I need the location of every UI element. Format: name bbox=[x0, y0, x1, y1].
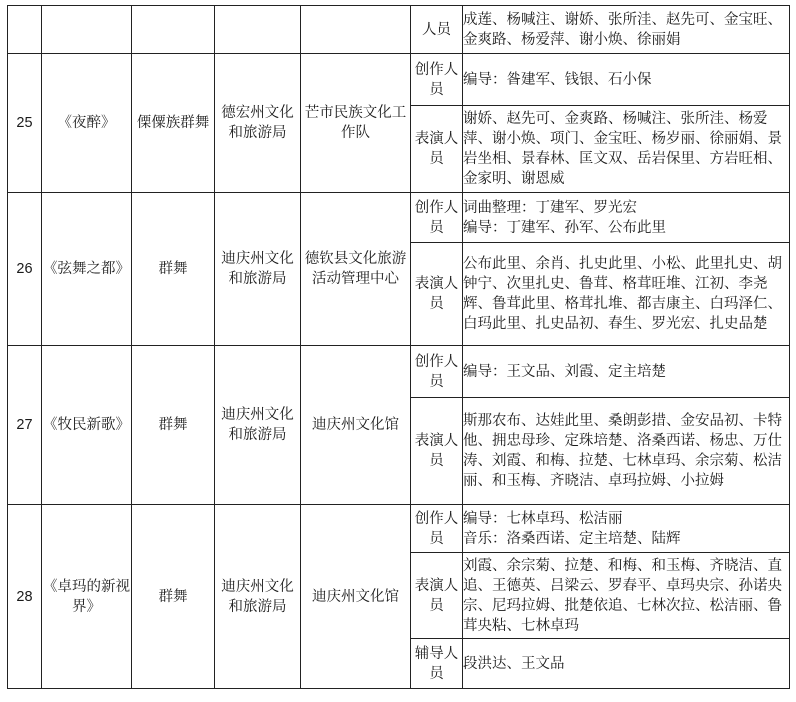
role-label: 创作人员 bbox=[411, 346, 463, 398]
table-row bbox=[8, 6, 790, 54]
names-cell bbox=[463, 193, 790, 243]
role-label: 表演人员 bbox=[411, 398, 463, 505]
role-label: 创作人员 bbox=[411, 505, 463, 553]
role-label: 表演人员 bbox=[411, 106, 463, 193]
entry-number: 25 bbox=[8, 54, 42, 193]
names-line: 段洪达、王文品 bbox=[463, 655, 565, 672]
names-cell bbox=[463, 398, 790, 505]
work-title bbox=[42, 6, 132, 54]
work-title: 《牧民新歌》 bbox=[42, 346, 132, 505]
work-category: 群舞 bbox=[132, 346, 215, 505]
performing-organization: 德钦县文化旅游活动管理中心 bbox=[301, 193, 411, 346]
performing-organization: 迪庆州文化馆 bbox=[301, 346, 411, 505]
award-table bbox=[7, 5, 790, 689]
submitting-unit bbox=[215, 6, 301, 54]
submitting-unit: 迪庆州文化和旅游局 bbox=[215, 193, 301, 346]
performing-organization bbox=[301, 6, 411, 54]
names-line: 编导：七林卓玛、松洁丽 bbox=[463, 510, 623, 527]
work-title: 《卓玛的新视界》 bbox=[42, 505, 132, 689]
names-line: 谢娇、赵先可、金爽路、杨喊注、张所洼、杨爱萍、谢小焕、项门、金宝旺、杨岁丽、徐丽娟、景岩坐相、景春林、匡文双、岳岩保里、方岩旺相、金家明、谢恩威 bbox=[463, 111, 782, 187]
entry-number: 28 bbox=[8, 505, 42, 689]
performing-organization: 芒市民族文化工作队 bbox=[301, 54, 411, 193]
role-label: 表演人员 bbox=[411, 243, 463, 346]
performing-organization: 迪庆州文化馆 bbox=[301, 505, 411, 689]
names-line: 编导：丁建军、孙军、公布此里 bbox=[463, 219, 666, 236]
names-cell bbox=[463, 639, 790, 689]
names-line: 斯那农布、达娃此里、桑朗彭措、金安品初、卡特他、拥忠母珍、定珠培楚、洛桑西诺、杨忠、万仕涛、刘霞、和梅、拉楚、七林卓玛、余宗菊、松洁丽、和玉梅、齐晓洁、卓玛拉姆、小拉姆 bbox=[463, 413, 782, 489]
work-category: 群舞 bbox=[132, 505, 215, 689]
names-line: 编导：王文品、刘霞、定主培楚 bbox=[463, 363, 666, 380]
names-cell bbox=[463, 106, 790, 193]
entry-number bbox=[8, 6, 42, 54]
role-label: 创作人员 bbox=[411, 193, 463, 243]
role-label: 表演人员 bbox=[411, 553, 463, 639]
work-title: 《弦舞之都》 bbox=[42, 193, 132, 346]
names-line: 公布此里、余肖、扎史此里、小松、此里扎史、胡钟宁、次里扎史、鲁茸、格茸旺堆、江初、李尧辉、鲁茸此里、格茸扎堆、都吉康主、白玛泽仁、白玛此里、扎史品初、春生、罗光宏、扎史品楚 bbox=[463, 256, 782, 332]
role-label: 人员 bbox=[411, 6, 463, 54]
entry-number: 26 bbox=[8, 193, 42, 346]
table-row bbox=[8, 346, 790, 398]
names-cell bbox=[463, 6, 790, 54]
work-category: 群舞 bbox=[132, 193, 215, 346]
names-cell bbox=[463, 346, 790, 398]
names-line: 刘霞、余宗菊、拉楚、和梅、和玉梅、齐晓洁、直追、王德英、吕梁云、罗春平、卓玛央宗、孙诺央宗、尼玛拉姆、批楚依追、七林次拉、松洁丽、鲁茸央粘、七林卓玛 bbox=[463, 557, 782, 634]
work-category bbox=[132, 6, 215, 54]
work-title: 《夜醉》 bbox=[42, 54, 132, 193]
names-line: 编导：昝建军、钱银、石小保 bbox=[463, 71, 652, 88]
table-row bbox=[8, 505, 790, 553]
role-label: 创作人员 bbox=[411, 54, 463, 106]
names-line: 成莲、杨喊注、谢娇、张所洼、赵先可、金宝旺、金爽路、杨爱萍、谢小焕、徐丽娟 bbox=[463, 11, 782, 48]
names-cell bbox=[463, 54, 790, 106]
table-row bbox=[8, 193, 790, 243]
table-row bbox=[8, 54, 790, 106]
names-line: 音乐：洛桑西诺、定主培楚、陆辉 bbox=[463, 530, 681, 547]
names-cell bbox=[463, 243, 790, 346]
names-cell bbox=[463, 505, 790, 553]
work-category: 傈僳族群舞 bbox=[132, 54, 215, 193]
entry-number: 27 bbox=[8, 346, 42, 505]
role-label: 辅导人员 bbox=[411, 639, 463, 689]
names-line: 词曲整理：丁建军、罗光宏 bbox=[463, 199, 637, 216]
submitting-unit: 迪庆州文化和旅游局 bbox=[215, 505, 301, 689]
submitting-unit: 德宏州文化和旅游局 bbox=[215, 54, 301, 193]
names-cell bbox=[463, 553, 790, 639]
submitting-unit: 迪庆州文化和旅游局 bbox=[215, 346, 301, 505]
